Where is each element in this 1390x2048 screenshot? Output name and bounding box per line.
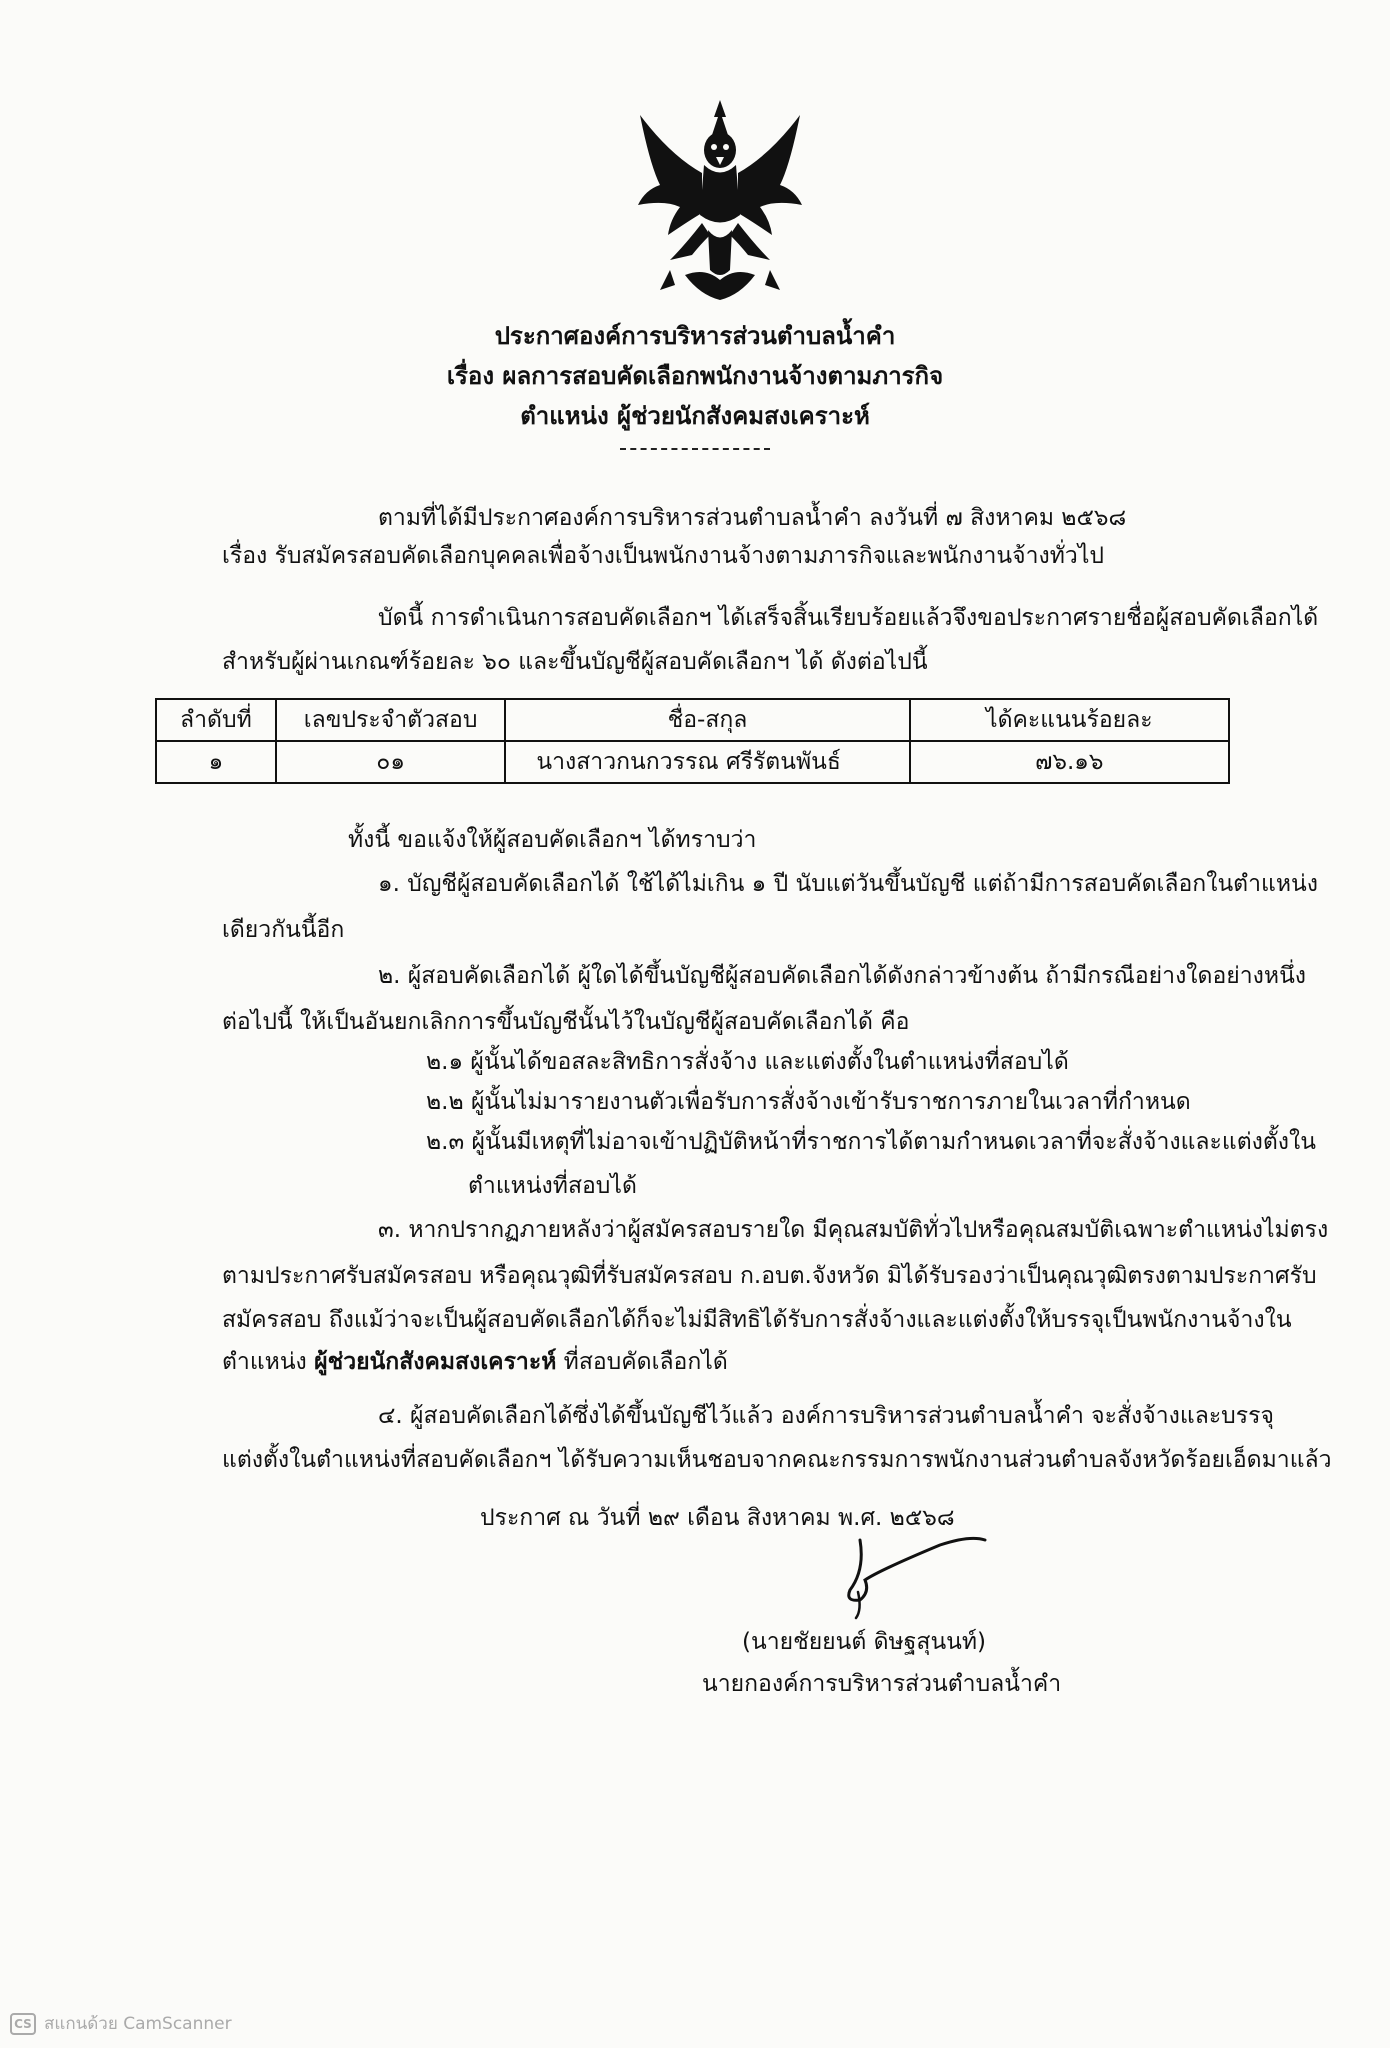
intro-line-4: สำหรับผู้ผ่านเกณฑ์ร้อยละ ๖๐ และขึ้นบัญชีผู้สอบคัดเลือกฯ ได้ ดังต่อไปนี้ [222, 649, 928, 675]
announcement-subject: เรื่อง ผลการสอบคัดเลือกพนักงานจ้างตามภารกิจ [446, 362, 944, 390]
item-3-line-1: ๓. หากปรากฏภายหลังว่าผู้สมัครสอบรายใด มีคุณสมบัติทั่วไปหรือคุณสมบัติเฉพาะตำแหน่งไม่ตรง [378, 1217, 1329, 1243]
camscanner-logo-icon: CS [10, 2013, 36, 2035]
signer-name: (นายชัยยนต์ ดิษฐสุนนท์) [742, 1629, 987, 1655]
item-3-line-3: สมัครสอบ ถึงแม้ว่าจะเป็นผู้สอบคัดเลือกได้ก็จะไม่มีสิทธิได้รับการสั่งจ้างและแต่งตั้งให้บรรจุเป็นพนักงานจ้างใน [222, 1307, 1292, 1333]
item-4-line-2: แต่งตั้งในตำแหน่งที่สอบคัดเลือกฯ ได้รับความเห็นชอบจากคณะกรรมการพนักงานส่วนตำบลจังหวัดร้อยเอ็ดมาแล้ว [222, 1447, 1332, 1473]
item-4-line-1: ๔. ผู้สอบคัดเลือกได้ซึ่งได้ขึ้นบัญชีไว้แล้ว องค์การบริหารส่วนตำบลน้ำคำ จะสั่งจ้างและบรรจุ [378, 1403, 1274, 1429]
item-3-line-4-post: ที่สอบคัดเลือกได้ [556, 1349, 728, 1375]
position-name-bold: ผู้ช่วยนักสังคมสงเคราะห์ [314, 1349, 557, 1375]
item-1-line-2: เดียวกันนี้อีก [222, 917, 345, 943]
col-header-order: ลำดับที่ [156, 699, 276, 741]
cell-score: ๗๖.๑๖ [910, 741, 1229, 783]
cell-name: นางสาวกนกวรรณ ศรีรัตนพันธ์ [505, 741, 909, 783]
signature [820, 1530, 990, 1620]
table-header-row [156, 699, 1229, 741]
table-row [156, 741, 1229, 783]
results-table [155, 698, 1230, 784]
cell-exam-id: ๐๑ [276, 741, 506, 783]
col-header-score: ได้คะแนนร้อยละ [910, 699, 1229, 741]
item-1-line-1: ๑. บัญชีผู้สอบคัดเลือกได้ ใช้ได้ไม่เกิน ๑ ปี นับแต่วันขึ้นบัญชี แต่ถ้ามีการสอบคัดเลือกในตำแหน่ง [378, 871, 1318, 897]
item-2-3-line-2: ตำแหน่งที่สอบได้ [468, 1173, 637, 1199]
camscanner-text: สแกนด้วย CamScanner [44, 2014, 232, 2034]
header-divider [620, 448, 770, 450]
notice-line: ทั้งนี้ ขอแจ้งให้ผู้สอบคัดเลือกฯ ได้ทราบว่า [348, 827, 757, 853]
garuda-emblem [630, 95, 810, 305]
item-3-line-4-pre: ตำแหน่ง [222, 1349, 315, 1375]
item-3-line-4 [222, 1344, 728, 1380]
announcement-position: ตำแหน่ง ผู้ช่วยนักสังคมสงเคราะห์ [520, 402, 870, 430]
camscanner-footer [10, 2010, 232, 2037]
col-header-name: ชื่อ-สกุล [505, 699, 909, 741]
item-3-line-2: ตามประกาศรับสมัครสอบ หรือคุณวุฒิที่รับสมัครสอบ ก.อบต.จังหวัด มิได้รับรองว่าเป็นคุณวุฒิตรงตามประกาศรับ [222, 1263, 1317, 1289]
item-2-line-2: ต่อไปนี้ ให้เป็นอันยกเลิกการขึ้นบัญชีนั้นไว้ในบัญชีผู้สอบคัดเลือกได้ คือ [222, 1009, 910, 1035]
item-2-line-1: ๒. ผู้สอบคัดเลือกได้ ผู้ใดได้ขึ้นบัญชีผู้สอบคัดเลือกได้ดังกล่าวข้างต้น ถ้ามีกรณีอย่างใดอย่างหนึ่ง [378, 963, 1307, 989]
intro-line-2: เรื่อง รับสมัครสอบคัดเลือกบุคคลเพื่อจ้างเป็นพนักงานจ้างตามภารกิจและพนักงานจ้างทั่วไป [222, 543, 1104, 569]
item-2-3-line-1: ๒.๓ ผู้นั้นมีเหตุที่ไม่อาจเข้าปฏิบัติหน้าที่ราชการได้ตามกำหนดเวลาที่จะสั่งจ้างและแต่งตั้งใน [426, 1129, 1316, 1155]
item-2-2: ๒.๒ ผู้นั้นไม่มารายงานตัวเพื่อรับการสั่งจ้างเข้ารับราชการภายในเวลาที่กำหนด [426, 1089, 1191, 1115]
intro-line-3: บัดนี้ การดำเนินการสอบคัดเลือกฯ ได้เสร็จสิ้นเรียบร้อยแล้วจึงขอประกาศรายชื่อผู้สอบคัดเลือกได้ [378, 605, 1319, 631]
cell-order: ๑ [156, 741, 276, 783]
announcement-title: ประกาศองค์การบริหารส่วนตำบลน้ำคำ [494, 322, 896, 350]
col-header-exam-id: เลขประจำตัวสอบ [276, 699, 506, 741]
item-2-1: ๒.๑ ผู้นั้นได้ขอสละสิทธิการสั่งจ้าง และแต่งตั้งในตำแหน่งที่สอบได้ [426, 1049, 1069, 1075]
signer-title: นายกองค์การบริหารส่วนตำบลน้ำคำ [702, 1671, 1062, 1697]
intro-line-1: ตามที่ได้มีประกาศองค์การบริหารส่วนตำบลน้ำคำ ลงวันที่ ๗ สิงหาคม ๒๕๖๘ [378, 505, 1127, 531]
announce-date: ประกาศ ณ วันที่ ๒๙ เดือน สิงหาคม พ.ศ. ๒๕๖๘ [480, 1505, 955, 1531]
